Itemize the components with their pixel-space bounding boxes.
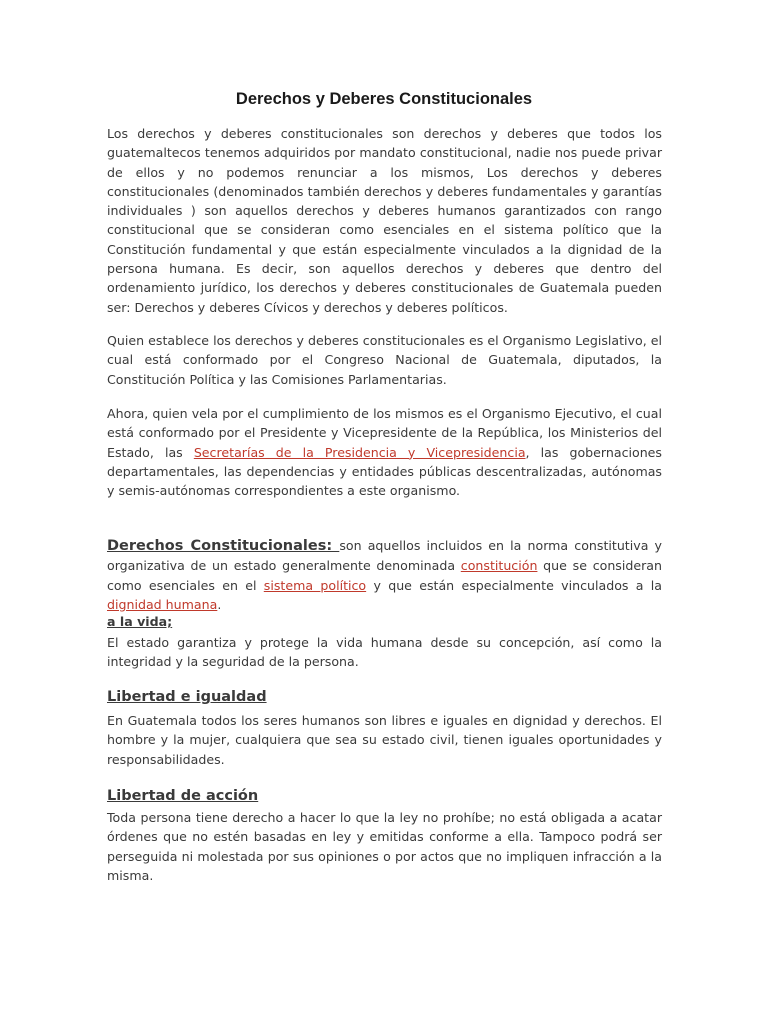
- libertad-accion-paragraph: Toda persona tiene derecho a hacer lo que la ley no prohíbe; no está obligada a acatar órdenes que no estén basadas en ley y emitidas conforme a ella. Tampoco podrá ser perseguida ni molestada por sus opiniones o por actos que no impliquen infracción a la misma.: [107, 810, 662, 883]
- libertad-igualdad-paragraph: En Guatemala todos los seres humanos son libres e iguales en dignidad y derechos. El hombre y la mujer, cualquiera que sea su estado civil, tienen iguales oportunidades y responsabilidades.: [107, 713, 662, 767]
- executive-paragraph: [107, 404, 662, 500]
- executive-text-before: Ahora, quien vela por el cumplimiento de los mismos es el Organismo Ejecutivo, el cual está conformado por el Presidente y Vicepresidente de la República, los Ministerios del Estado, las: [107, 406, 662, 460]
- vida-paragraph: El estado garantiza y protege la vida humana desde su concepción, así como la integridad y la seguridad de la persona.: [107, 635, 662, 670]
- secretarias-link[interactable]: Secretarías de la Presidencia y Vicepresidencia: [193, 444, 526, 460]
- libertad-igualdad-heading: Libertad e igualdad: [107, 689, 267, 705]
- derechos-text-1: son aquellos incluidos en la norma constitutiva y organizativa de un estado generalmente denominada: [107, 538, 662, 574]
- libertad-accion-heading: Libertad de acción: [107, 788, 259, 804]
- executive-text-after: , las gobernaciones departamentales, las dependencias y entidades públicas descentralizadas, autónomas y semis-autónomas correspondientes a este organismo.: [107, 444, 662, 499]
- dignidad-humana-link[interactable]: dignidad humana: [107, 596, 218, 612]
- derechos-text-4: .: [217, 596, 222, 612]
- derechos-text-3: y que están especialmente vinculados a la: [366, 577, 662, 593]
- vida-heading: a la vida;: [107, 614, 173, 629]
- derechos-constitucionales-paragraph: [107, 536, 662, 614]
- sistema-politico-link[interactable]: sistema político: [263, 577, 367, 593]
- derechos-text-2: que se consideran como esenciales en el: [107, 558, 662, 593]
- document-title: Derechos y Deberes Constitucionales: [235, 90, 533, 108]
- intro-paragraph: Los derechos y deberes constitucionales son derechos y deberes que todos los guatemaltecos tenemos adquiridos por mandato constitucional, nadie nos puede privar de ellos y no podemos renunciar a los mismos, Los derechos y deberes constitucionales (denominados también derechos y deberes fundamentales y garantías individuales ) son aquellos derechos y deberes humanos garantizados con rango constitucional que se consideran como esenciales en el sistema político que la Constitución fundamental y que están especialmente vinculados a la dignidad de la persona humana. Es decir, son aquellos derechos y deberes que dentro del ordenamiento jurídico, los derechos y deberes constitucionales de Guatemala pueden ser: Derechos y deberes Cívicos y derechos y deberes políticos.: [107, 126, 662, 315]
- constitucion-link[interactable]: constitución: [460, 558, 538, 574]
- derechos-constitucionales-heading: Derechos Constitucionales:: [107, 538, 340, 554]
- legislative-paragraph: Quien establece los derechos y deberes constitucionales es el Organismo Legislativo, el cual está conformado por el Congreso Nacional de Guatemala, diputados, la Constitución Política y las Comisiones Parlamentarias.: [107, 333, 662, 387]
